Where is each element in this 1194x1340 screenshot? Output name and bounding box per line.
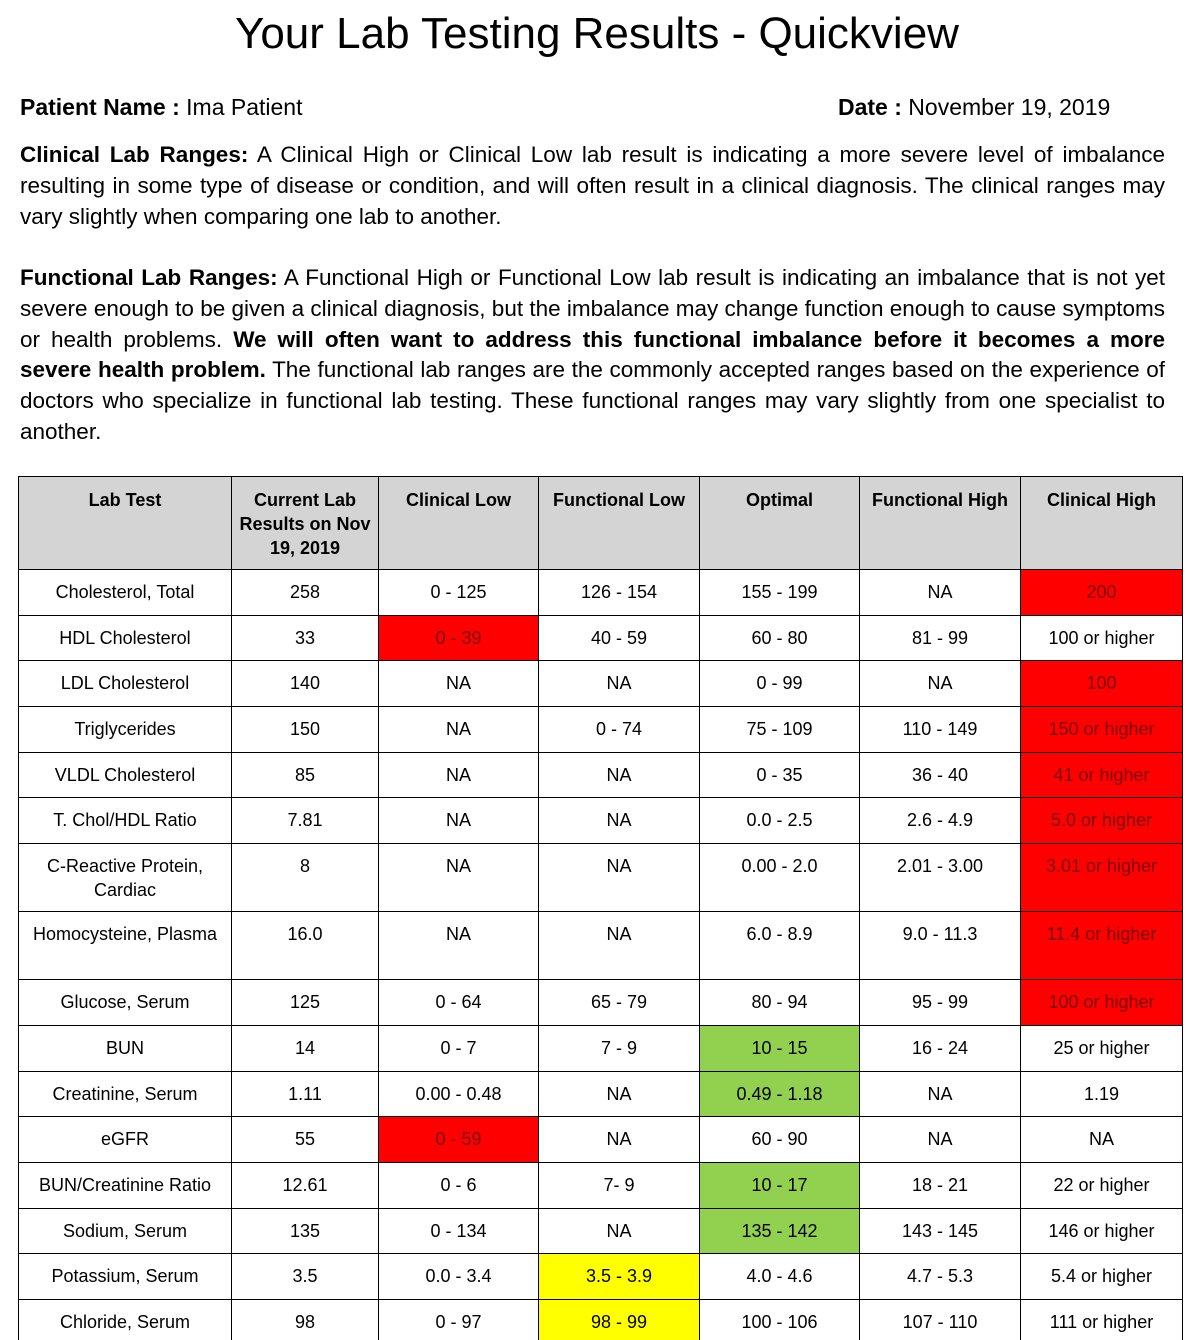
cell-optimal: 4.0 - 4.6 [700,1254,860,1300]
cell-current-result: 258 [232,570,379,616]
report-date [838,93,1110,121]
cell-lab-test: HDL Cholesterol [19,615,232,661]
cell-current-result: 7.81 [232,798,379,844]
cell-functional-high: 9.0 - 11.3 [860,912,1021,980]
cell-lab-test: Chloride, Serum [19,1299,232,1340]
cell-functional-low: 7- 9 [539,1162,700,1208]
cell-clinical-high: 100 or higher [1021,615,1183,661]
table-row [19,980,1183,1026]
cell-current-result: 55 [232,1117,379,1163]
patient-name-label: Patient Name : [20,94,180,120]
cell-functional-high: NA [860,661,1021,707]
cell-functional-low: 98 - 99 [539,1299,700,1340]
cell-functional-high: NA [860,1117,1021,1163]
table-row [19,661,1183,707]
cell-current-result: 16.0 [232,912,379,980]
cell-clinical-high: 100 or higher [1021,980,1183,1026]
cell-current-result: 8 [232,844,379,912]
functional-ranges-emphasis: We will often want to address this functional imbalance before it becomes a more severe health problem. [20,326,1166,383]
cell-clinical-low: 0 - 64 [379,980,539,1026]
cell-lab-test: VLDL Cholesterol [19,752,232,798]
cell-lab-test: Potassium, Serum [19,1254,232,1300]
cell-current-result: 135 [232,1208,379,1254]
header-clinical-high: Clinical High [1021,477,1183,570]
cell-clinical-high: 41 or higher [1021,752,1183,798]
header-functional-low: Functional Low [539,477,700,570]
cell-clinical-high: 146 or higher [1021,1208,1183,1254]
cell-optimal: 60 - 80 [700,615,860,661]
cell-functional-low: 65 - 79 [539,980,700,1026]
report-date-label: Date : [838,94,902,120]
cell-functional-low: NA [539,912,700,980]
table-row [19,1162,1183,1208]
cell-optimal: 80 - 94 [700,980,860,1026]
cell-functional-low: 126 - 154 [539,570,700,616]
table-header-row [19,477,1183,570]
header-optimal: Optimal [700,477,860,570]
cell-functional-low: NA [539,1208,700,1254]
cell-lab-test: T. Chol/HDL Ratio [19,798,232,844]
table-row [19,798,1183,844]
table-row [19,707,1183,753]
cell-clinical-high: 100 [1021,661,1183,707]
cell-current-result: 140 [232,661,379,707]
cell-clinical-high: 1.19 [1021,1071,1183,1117]
cell-functional-high: 107 - 110 [860,1299,1021,1340]
cell-current-result: 3.5 [232,1254,379,1300]
cell-optimal: 0.49 - 1.18 [700,1071,860,1117]
cell-functional-low: NA [539,752,700,798]
cell-current-result: 98 [232,1299,379,1340]
lab-results-table [18,476,1183,1340]
cell-current-result: 85 [232,752,379,798]
cell-clinical-high: 200 [1021,570,1183,616]
cell-lab-test: BUN/Creatinine Ratio [19,1162,232,1208]
cell-clinical-high: 11.4 or higher [1021,912,1183,980]
cell-clinical-high: 111 or higher [1021,1299,1183,1340]
cell-functional-low: 0 - 74 [539,707,700,753]
table-row [19,1208,1183,1254]
cell-functional-high: 4.7 - 5.3 [860,1254,1021,1300]
table-row [19,1117,1183,1163]
cell-functional-high: NA [860,1071,1021,1117]
cell-clinical-low: 0 - 7 [379,1025,539,1071]
cell-clinical-low: 0 - 125 [379,570,539,616]
cell-lab-test: Creatinine, Serum [19,1071,232,1117]
cell-clinical-low: NA [379,707,539,753]
cell-optimal: 0.0 - 2.5 [700,798,860,844]
cell-current-result: 12.61 [232,1162,379,1208]
clinical-ranges-heading: Clinical Lab Ranges: [20,142,249,167]
table-row [19,912,1183,980]
table-row [19,615,1183,661]
header-functional-high: Functional High [860,477,1021,570]
functional-ranges-text-2: The functional lab ranges are the commonly accepted ranges based on the experience of doctors who specialize in functional lab testing. These functional ranges may vary slightly from one specialist to another. [20,357,1165,444]
table-row [19,844,1183,912]
cell-functional-high: 2.01 - 3.00 [860,844,1021,912]
cell-optimal: 135 - 142 [700,1208,860,1254]
cell-functional-high: 2.6 - 4.9 [860,798,1021,844]
cell-optimal: 0 - 99 [700,661,860,707]
cell-optimal: 75 - 109 [700,707,860,753]
functional-ranges-paragraph [20,263,1165,448]
cell-optimal: 10 - 17 [700,1162,860,1208]
cell-functional-high: 143 - 145 [860,1208,1021,1254]
table-row [19,1025,1183,1071]
cell-clinical-high: 3.01 or higher [1021,844,1183,912]
cell-functional-high: 95 - 99 [860,980,1021,1026]
patient-name [20,93,303,121]
table-row [19,1299,1183,1340]
cell-clinical-low: 0 - 59 [379,1117,539,1163]
cell-optimal: 60 - 90 [700,1117,860,1163]
cell-functional-high: 81 - 99 [860,615,1021,661]
cell-optimal: 10 - 15 [700,1025,860,1071]
cell-current-result: 125 [232,980,379,1026]
cell-current-result: 33 [232,615,379,661]
cell-lab-test: BUN [19,1025,232,1071]
cell-clinical-high: 5.4 or higher [1021,1254,1183,1300]
cell-functional-low: 40 - 59 [539,615,700,661]
cell-clinical-low: NA [379,798,539,844]
cell-clinical-low: NA [379,912,539,980]
cell-optimal: 0 - 35 [700,752,860,798]
clinical-ranges-paragraph [20,140,1165,232]
report-date-value: November 19, 2019 [901,94,1111,120]
cell-optimal: 0.00 - 2.0 [700,844,860,912]
cell-clinical-high: 25 or higher [1021,1025,1183,1071]
cell-lab-test: eGFR [19,1117,232,1163]
cell-functional-high: 18 - 21 [860,1162,1021,1208]
cell-lab-test: Cholesterol, Total [19,570,232,616]
cell-functional-low: NA [539,661,700,707]
cell-clinical-high: NA [1021,1117,1183,1163]
cell-clinical-low: NA [379,752,539,798]
cell-functional-low: 3.5 - 3.9 [539,1254,700,1300]
table-row [19,1254,1183,1300]
cell-optimal: 100 - 106 [700,1299,860,1340]
cell-functional-high: 110 - 149 [860,707,1021,753]
table-row [19,1071,1183,1117]
cell-clinical-low: 0 - 6 [379,1162,539,1208]
cell-functional-high: NA [860,570,1021,616]
table-body [19,570,1183,1340]
cell-functional-high: 36 - 40 [860,752,1021,798]
cell-clinical-low: 0.0 - 3.4 [379,1254,539,1300]
cell-lab-test: Sodium, Serum [19,1208,232,1254]
cell-functional-low: NA [539,798,700,844]
cell-optimal: 155 - 199 [700,570,860,616]
cell-clinical-high: 150 or higher [1021,707,1183,753]
cell-clinical-low: NA [379,661,539,707]
cell-clinical-high: 5.0 or higher [1021,798,1183,844]
cell-clinical-low: NA [379,844,539,912]
cell-lab-test: LDL Cholesterol [19,661,232,707]
cell-functional-low: NA [539,1117,700,1163]
cell-lab-test: Glucose, Serum [19,980,232,1026]
cell-clinical-high: 22 or higher [1021,1162,1183,1208]
cell-functional-high: 16 - 24 [860,1025,1021,1071]
cell-clinical-low: 0 - 97 [379,1299,539,1340]
cell-lab-test: Homocysteine, Plasma [19,912,232,980]
header-current-results: Current Lab Results on Nov 19, 2019 [232,477,379,570]
cell-current-result: 14 [232,1025,379,1071]
cell-lab-test: C-Reactive Protein, Cardiac [19,844,232,912]
cell-functional-low: 7 - 9 [539,1025,700,1071]
table-row [19,752,1183,798]
functional-ranges-text-1: A Functional High or Functional Low lab result is indicating an imbalance that is not yet severe enough to be given a clinical diagnosis, but the imbalance may change function enough to cause symptoms or health problems. [20,265,1166,352]
clinical-ranges-text: A Clinical High or Clinical Low lab result is indicating a more severe level of imbalance resulting in some type of disease or condition, and will often result in a clinical diagnosis. The clinical ranges may vary slightly when comparing one lab to another. [20,142,1165,229]
cell-current-result: 1.11 [232,1071,379,1117]
cell-optimal: 6.0 - 8.9 [700,912,860,980]
cell-clinical-low: 0 - 39 [379,615,539,661]
patient-name-value: Ima Patient [179,94,303,120]
cell-functional-low: NA [539,1071,700,1117]
cell-current-result: 150 [232,707,379,753]
header-clinical-low: Clinical Low [379,477,539,570]
cell-clinical-low: 0.00 - 0.48 [379,1071,539,1117]
functional-ranges-heading: Functional Lab Ranges: [20,265,278,290]
cell-functional-low: NA [539,844,700,912]
cell-lab-test: Triglycerides [19,707,232,753]
page-title: Your Lab Testing Results - Quickview [235,9,959,58]
header-lab-test: Lab Test [19,477,232,570]
table-row [19,570,1183,616]
cell-clinical-low: 0 - 134 [379,1208,539,1254]
